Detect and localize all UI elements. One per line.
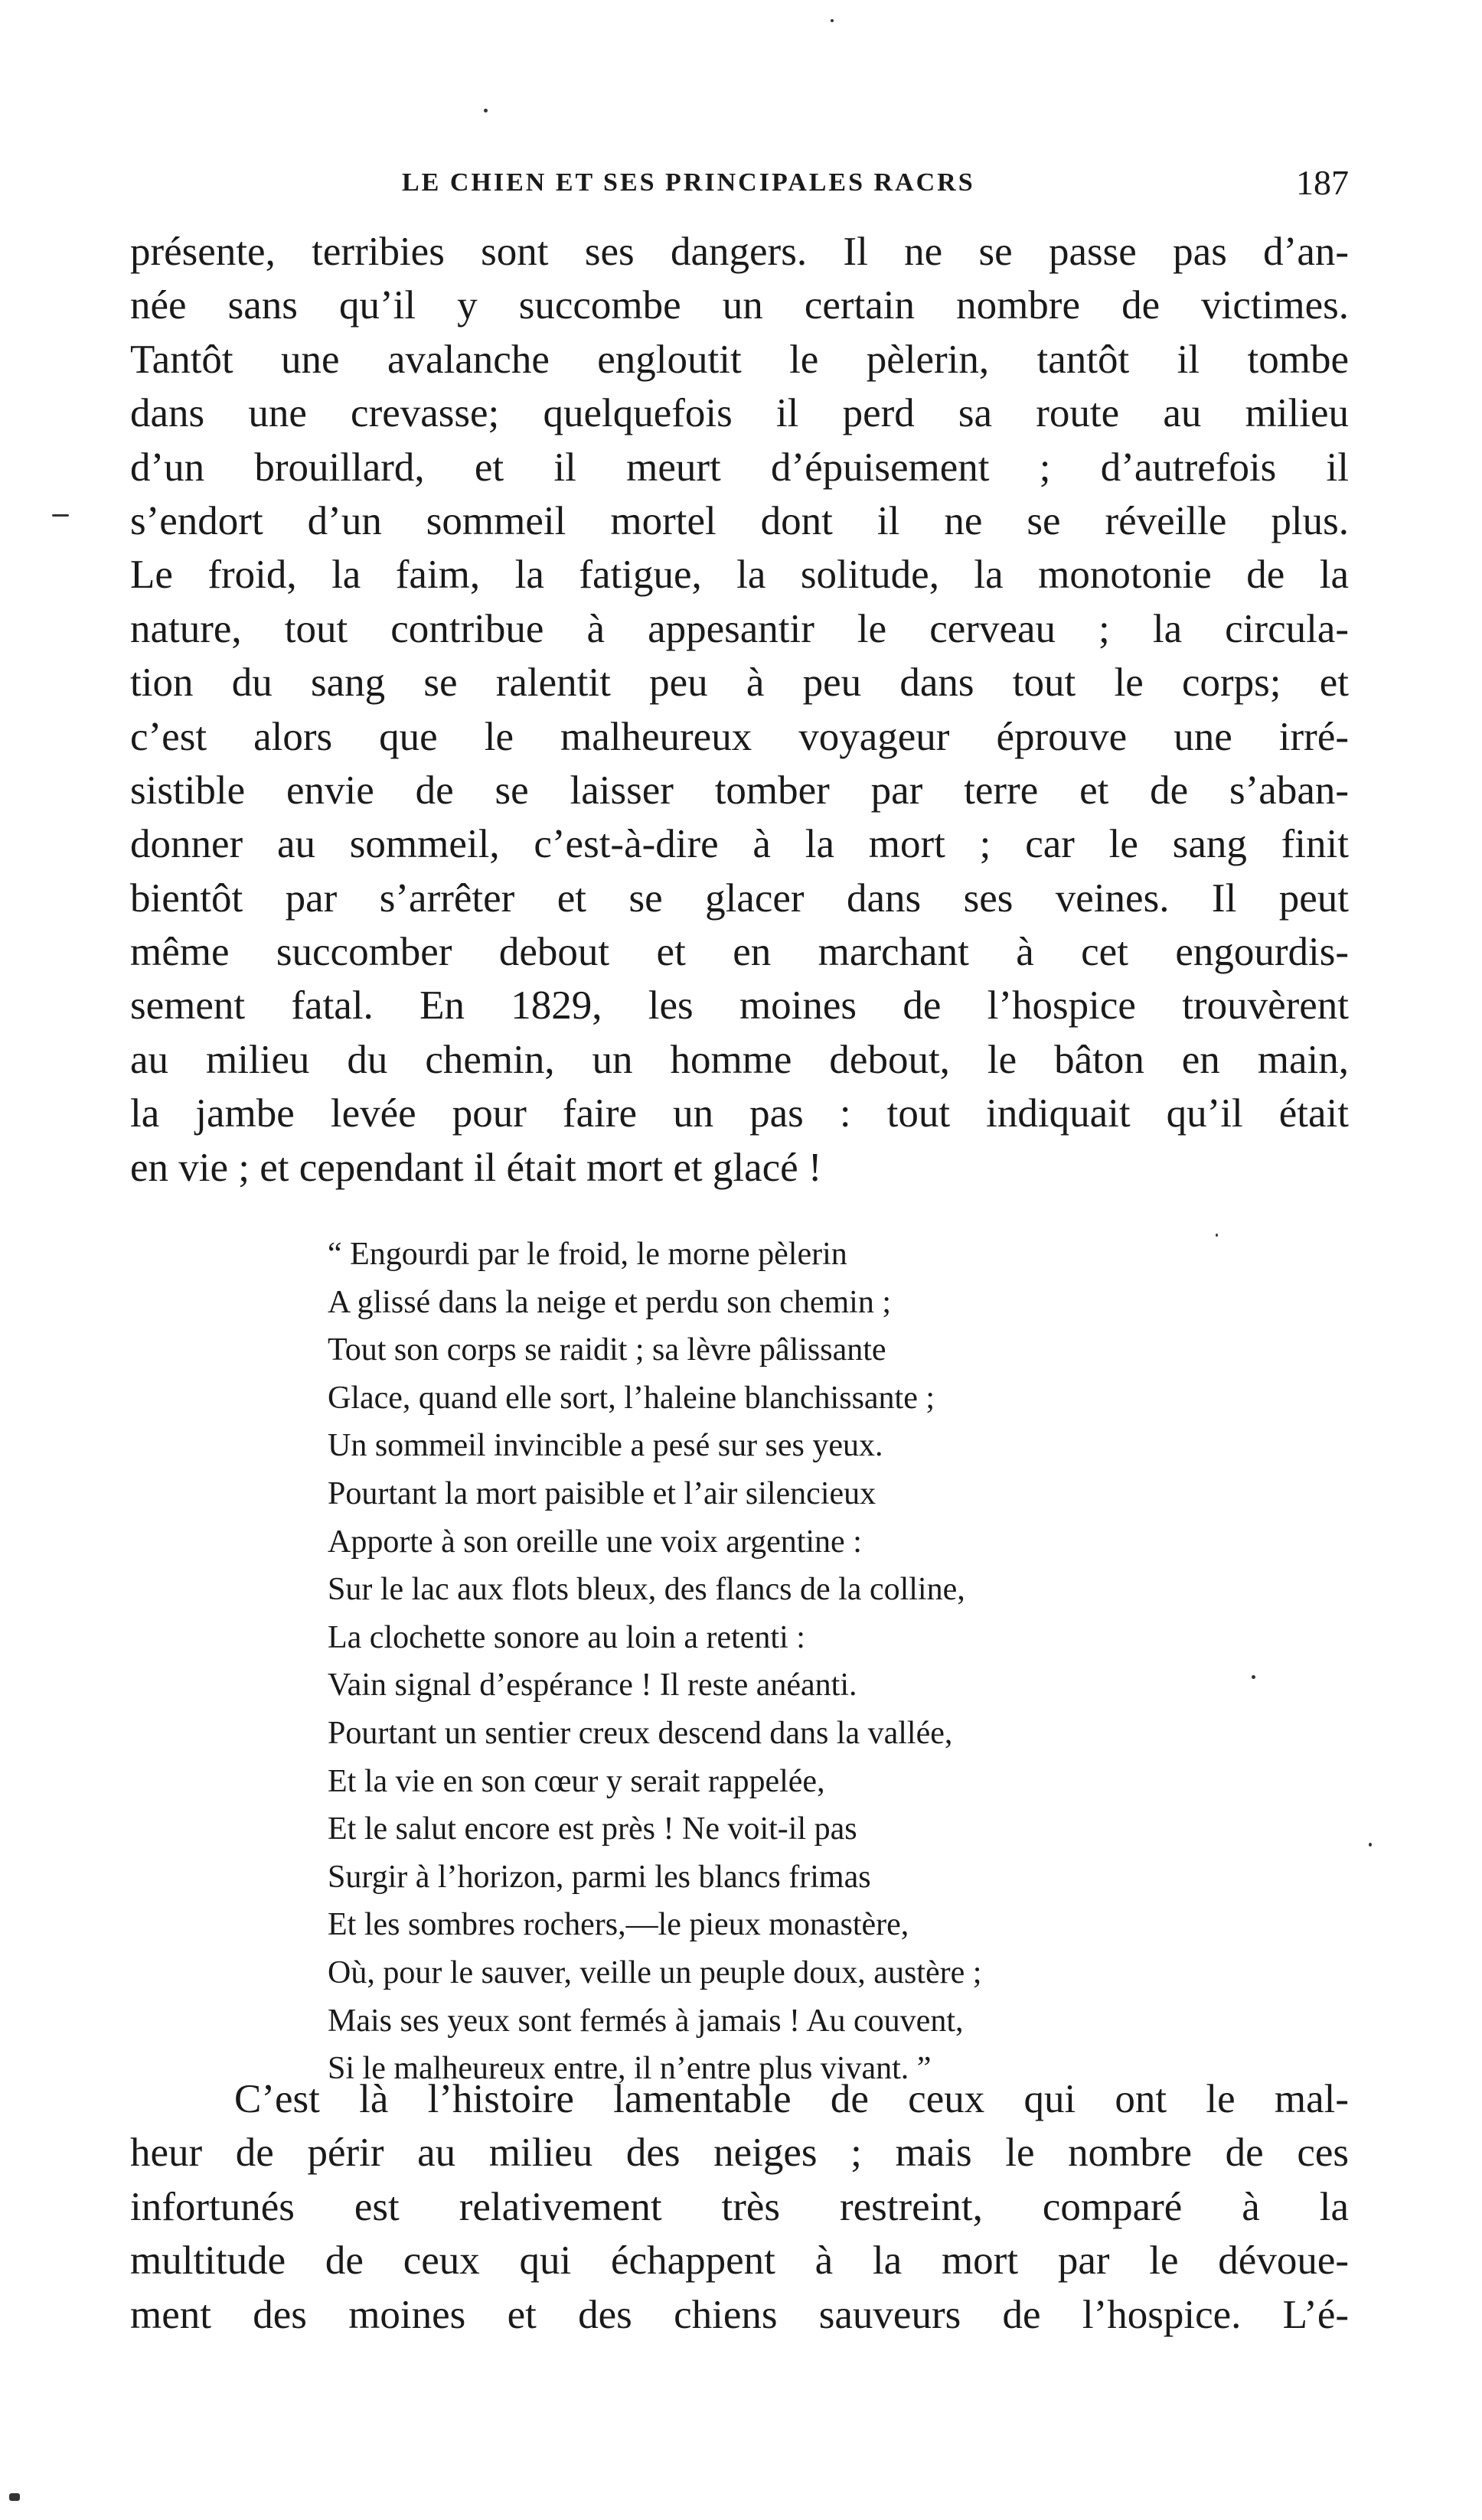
poem-verse: Tout son corps se raidit ; sa lèvre pâlissante bbox=[328, 1332, 886, 1368]
poem-verse: Et les sombres rochers,—le pieux monastère, bbox=[328, 1907, 909, 1943]
running-head-title: LE CHIEN ET SES PRINCIPALES RACRS bbox=[402, 168, 975, 197]
poem-verse: Où, pour le sauver, veille un peuple doux, austère ; bbox=[328, 1954, 982, 1990]
text-line: infortunés est relativement très restreint, comparé à la bbox=[130, 2184, 1349, 2229]
ink-speck bbox=[1252, 1675, 1255, 1679]
running-head bbox=[130, 162, 1349, 208]
text-line: présente, terribies sont ses dangers. Il ne se passe pas d’an- bbox=[130, 230, 1349, 274]
poem-verse: Surgir à l’horizon, parmi les blancs frimas bbox=[328, 1859, 871, 1895]
text-line: au milieu du chemin, un homme debout, le bâton en main, bbox=[130, 1037, 1349, 1082]
paragraph-1 bbox=[130, 225, 1349, 1195]
poem-verse: Sur le lac aux flots bleux, des flancs de la colline, bbox=[328, 1572, 965, 1608]
poem-verse: Un sommeil invincible a pesé sur ses yeux. bbox=[328, 1428, 883, 1464]
text-line: d’un brouillard, et il meurt d’épuisement ; d’autrefois il bbox=[130, 445, 1349, 490]
text-line: s’endort d’un sommeil mortel dont il ne se réveille plus. bbox=[130, 498, 1349, 543]
paragraph-2 bbox=[130, 2072, 1349, 2342]
text-line: tion du sang se ralentit peu à peu dans tout le corps; et bbox=[130, 660, 1349, 706]
text-line: nature, tout contribue à appesantir le cerveau ; la circula- bbox=[130, 606, 1349, 651]
text-line: même succomber debout et en marchant à cet engourdis- bbox=[130, 930, 1349, 975]
ink-speck bbox=[52, 514, 69, 517]
poem-verse: “ Engourdi par le froid, le morne pèlerin bbox=[328, 1237, 847, 1272]
text-line: la jambe levée pour faire un pas : tout indiquait qu’il était bbox=[130, 1091, 1349, 1136]
text-line: Tantôt une avalanche engloutit le pèlerin, tantôt il tombe bbox=[130, 337, 1349, 382]
text-line: multitude de ceux qui échappent à la mort par le dévoue- bbox=[130, 2238, 1349, 2284]
poem-verse: La clochette sonore au loin a retenti : bbox=[328, 1619, 805, 1655]
poem-verse: Glace, quand elle sort, l’haleine blanchissante ; bbox=[328, 1380, 935, 1416]
poem-verse: Pourtant la mort paisible et l’air silencieux bbox=[328, 1475, 876, 1511]
text-line: bientôt par s’arrêter et se glacer dans ses veines. Il peut bbox=[130, 875, 1349, 921]
ink-speck bbox=[484, 109, 488, 112]
text-line: donner au sommeil, c’est-à-dire à la mort ; car le sang finit bbox=[130, 822, 1349, 867]
poem-verse: Mais ses yeux sont fermés à jamais ! Au couvent, bbox=[328, 2003, 964, 2039]
poem-quotation bbox=[328, 1231, 1246, 2093]
poem-verse: Apporte à son oreille une voix argentine : bbox=[328, 1524, 862, 1560]
ink-speck bbox=[9, 2493, 20, 2501]
text-line: sistible envie de se laisser tomber par terre et de s’aban- bbox=[130, 768, 1349, 813]
ink-speck bbox=[1369, 1843, 1372, 1847]
text-line: Le froid, la faim, la fatigue, la solitude, la monotonie de la bbox=[130, 553, 1349, 598]
poem-verse: A glissé dans la neige et perdu son chemin ; bbox=[328, 1284, 892, 1320]
page-number: 187 bbox=[1296, 163, 1349, 202]
text-line: dans une crevasse; quelquefois il perd sa route au milieu bbox=[130, 391, 1349, 436]
poem-verse: Si le malheureux entre, il n’entre plus vivant. ” bbox=[328, 2051, 932, 2087]
poem-verse: Et la vie en son cœur y serait rappelée, bbox=[328, 1763, 825, 1799]
text-line: c’est alors que le malheureux voyageur éprouve une irré- bbox=[130, 714, 1349, 759]
poem-verse: Vain signal d’espérance ! Il reste anéanti. bbox=[328, 1668, 857, 1703]
text-line: en vie ; et cependant il était mort et glacé ! bbox=[130, 1145, 822, 1190]
text-line: sement fatal. En 1829, les moines de l’hospice trouvèrent bbox=[130, 983, 1349, 1029]
poem-verse: Et le salut encore est près ! Ne voit-il pas bbox=[328, 1811, 857, 1847]
poem-verse: Pourtant un sentier creux descend dans la vallée, bbox=[328, 1715, 953, 1751]
text-line: née sans qu’il y succombe un certain nombre de victimes. bbox=[130, 283, 1349, 328]
ink-speck bbox=[1216, 1234, 1218, 1237]
text-line: heur de périr au milieu des neiges ; mais le nombre de ces bbox=[130, 2130, 1349, 2176]
ink-speck bbox=[831, 19, 834, 22]
text-line: ment des moines et des chiens sauveurs de l’hospice. L’é- bbox=[130, 2292, 1349, 2337]
text-line: C’est là l’histoire lamentable de ceux qui ont le mal- bbox=[234, 2077, 1349, 2121]
